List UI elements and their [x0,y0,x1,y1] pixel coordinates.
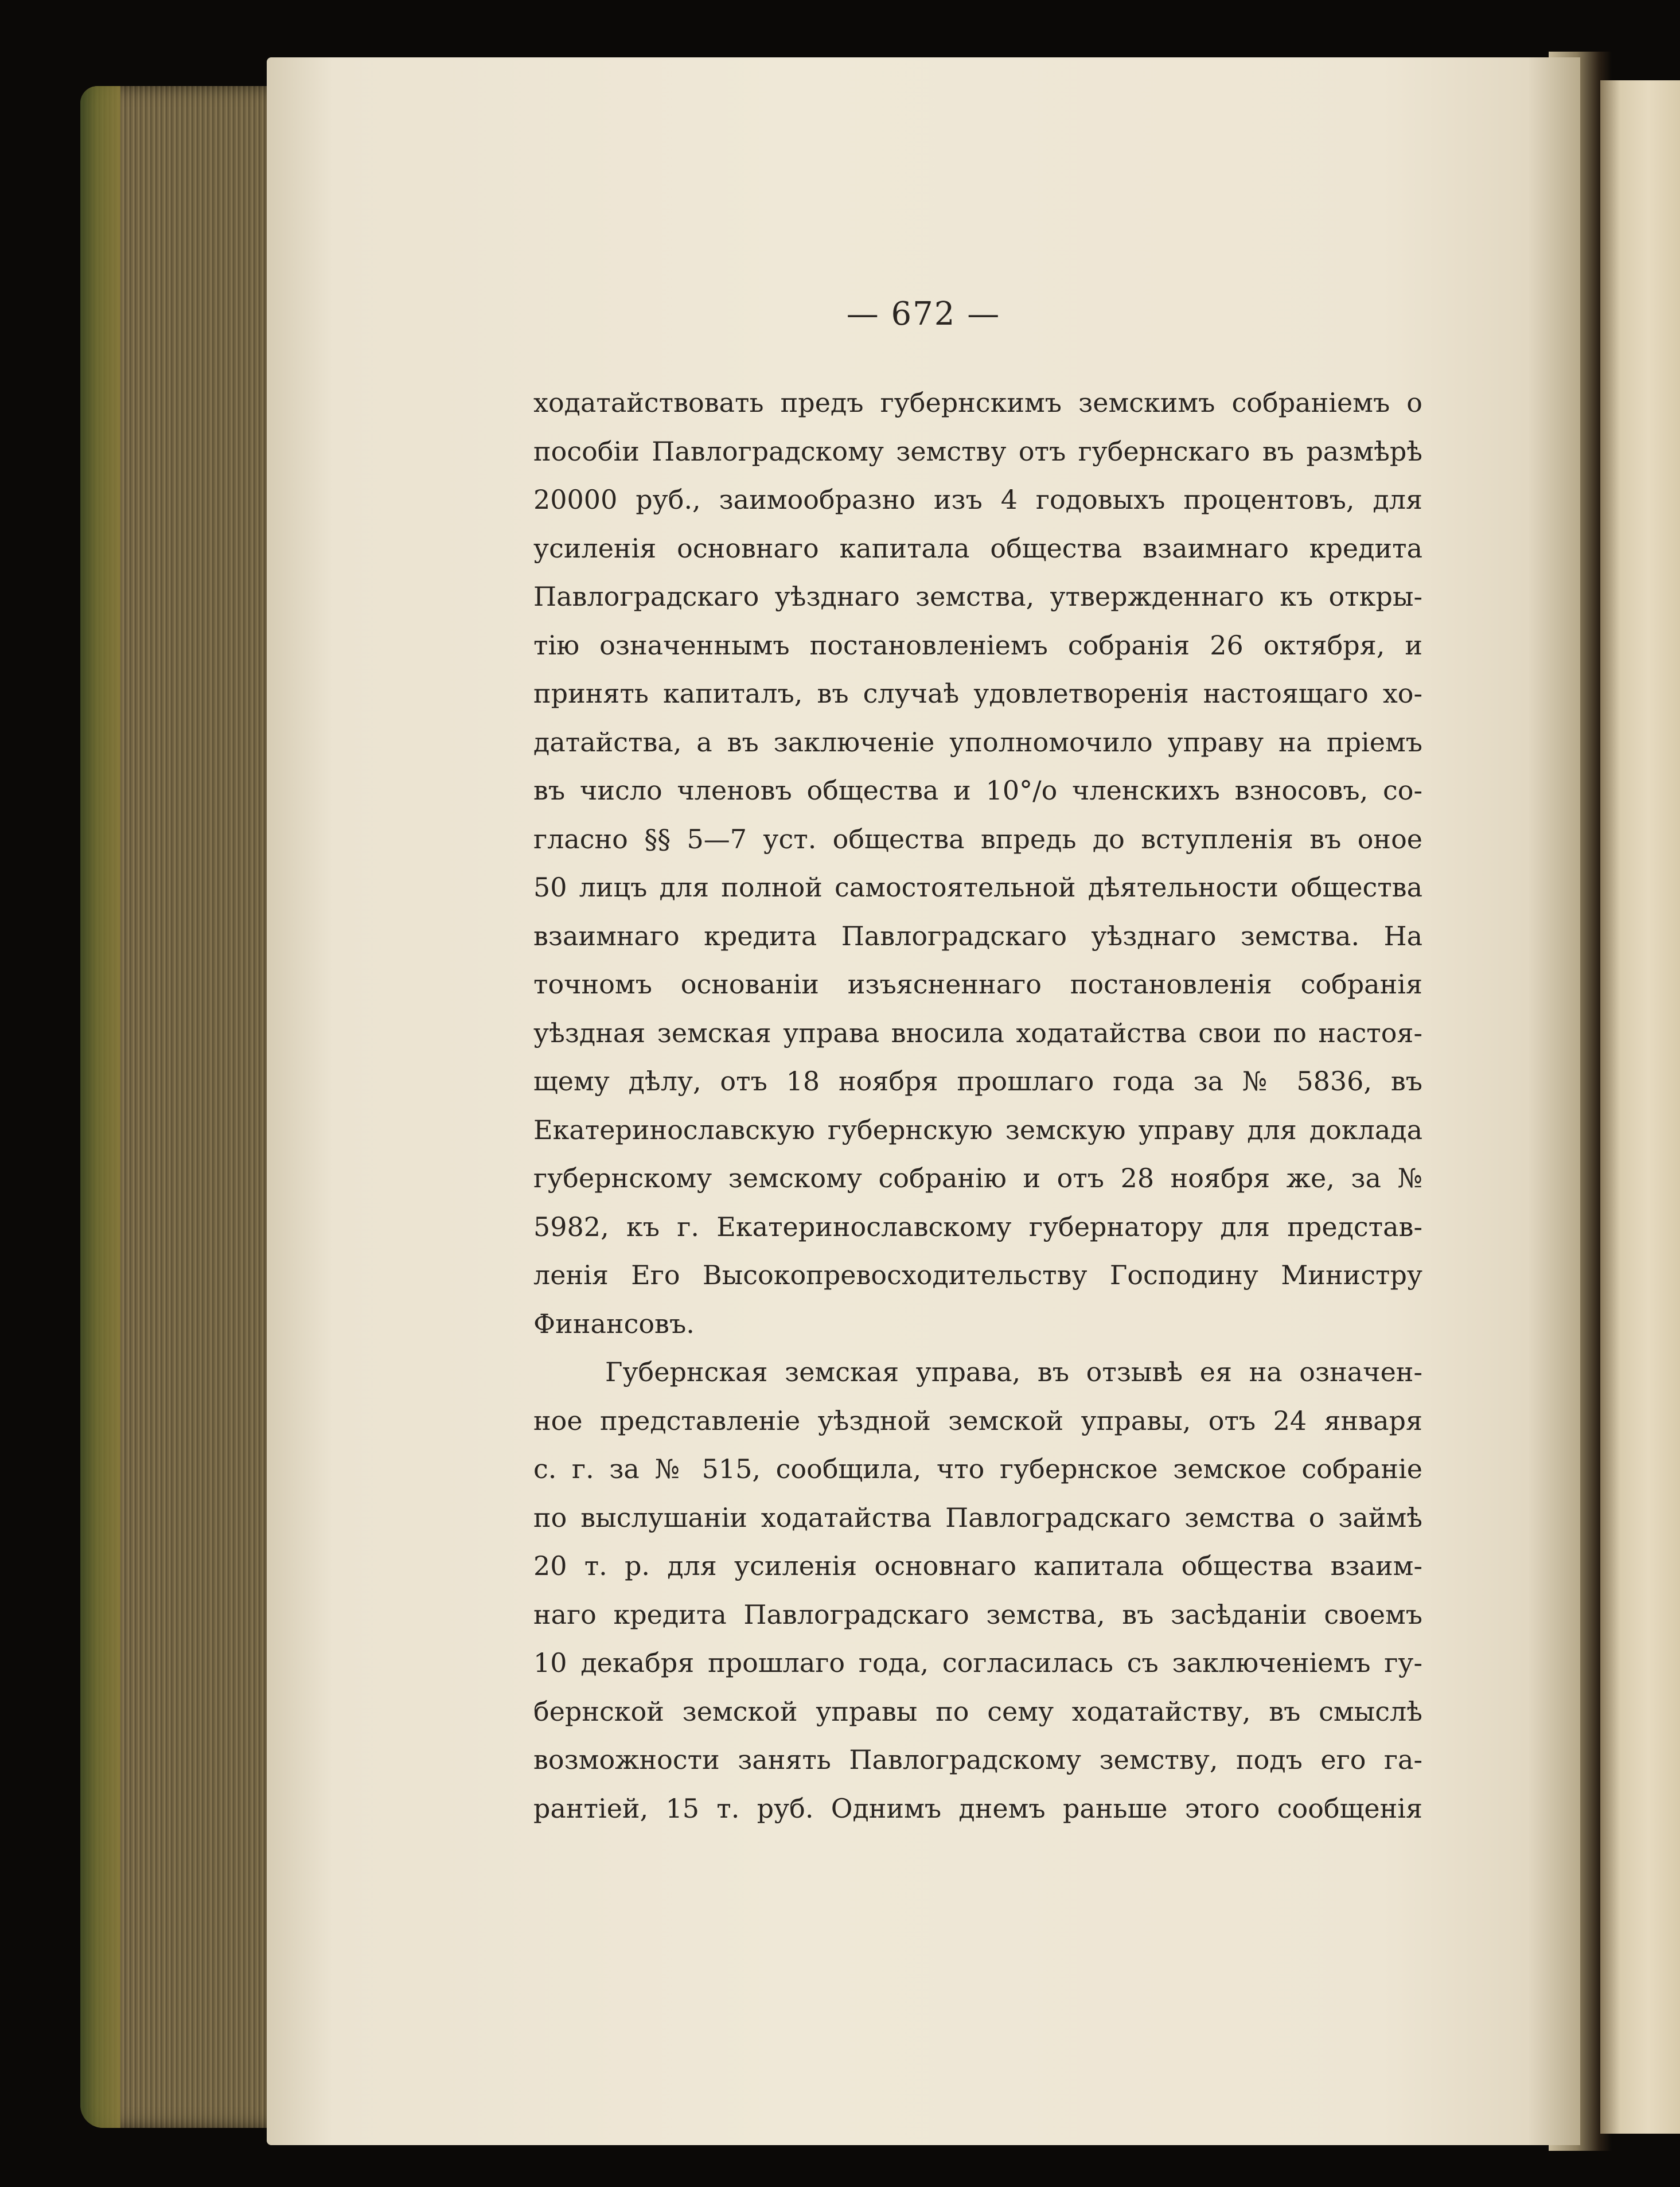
page-text [533,379,1422,1833]
text-line: точномъ основаніи изъясненнаго постановленія собранія [533,969,1422,1000]
text-line: уѣздная земская управа вносила ходатайства свои по настоя- [533,1017,1422,1048]
page-number: — 672 — [846,295,1001,333]
text-line: гласно §§ 5—7 уст. общества впредь до вступленія въ оное [533,823,1422,855]
text-line: с. г. за № 515, сообщила, что губернское земское собраніе [533,1453,1422,1484]
text-line: ходатайствовать предъ губернскимъ земскимъ собраніемъ о [533,387,1422,418]
text-line: взаимнаго кредита Павлоградскаго уѣзднаго земства. На [533,920,1422,952]
text-line: тію означеннымъ постановленіемъ собранія 26 октября, и [533,629,1422,661]
text-line: губернскому земскому собранію и отъ 28 ноября же, за № [533,1163,1422,1194]
text-line: въ число членовъ общества и 10°/о членскихъ взносовъ, со- [533,775,1422,806]
text-line: Павлоградскаго уѣзднаго земства, утвержденнаго къ откры- [533,581,1422,612]
page-edge-marbling [80,86,120,2128]
text-line: рантіей, 15 т. руб. Однимъ днемъ раньше этого сообщенія [533,1792,1422,1824]
facing-page-edge [1600,80,1680,2134]
text-line: 5982, къ г. Екатеринославскому губернатору для представ- [533,1211,1422,1242]
text-line: возможности занять Павлоградскому земству, подъ его га- [533,1744,1422,1775]
text-line: 20 т. р. для усиленія основнаго капитала общества взаим- [533,1550,1422,1581]
text-line: щему дѣлу, отъ 18 ноября прошлаго года за № 5836, въ [533,1066,1422,1097]
text-line: принять капиталъ, въ случаѣ удовлетворенія настоящаго хо- [533,678,1422,709]
text-line: бернской земской управы по сему ходатайству, въ смыслѣ [533,1695,1422,1727]
text-line: ное представленіе уѣздной земской управы, отъ 24 января [533,1405,1422,1436]
paragraph-2 [533,1348,1422,1833]
text-line: пособіи Павлоградскому земству отъ губернскаго въ размѣрѣ [533,435,1422,467]
text-line: 10 декабря прошлаго года, согласилась съ заключеніемъ гу- [533,1647,1422,1678]
text-line: Екатеринославскую губернскую земскую управу для доклада [533,1114,1422,1145]
text-line: по выслушаніи ходатайства Павлоградскаго земства о займѣ [533,1502,1422,1533]
text-line: 50 лицъ для полной самостоятельной дѣятельности общества [533,872,1422,903]
text-line: Губернская земская управа, въ отзывѣ ея на означен- [605,1356,1422,1387]
paragraph-1 [533,379,1422,1348]
text-line: датайства, а въ заключеніе уполномочило управу на пріемъ [533,726,1422,758]
text-line: 20000 руб., заимообразно изъ 4 годовыхъ процентовъ, для [533,484,1422,515]
text-line: наго кредита Павлоградскаго земства, въ засѣданіи своемъ [533,1599,1422,1630]
book-page [267,57,1580,2145]
text-line: ленія Его Высокопревосходительству Господину Министру [533,1260,1422,1291]
text-line: усиленія основнаго капитала общества взаимнаго кредита [533,532,1422,564]
text-line: Финансовъ. [533,1308,695,1339]
